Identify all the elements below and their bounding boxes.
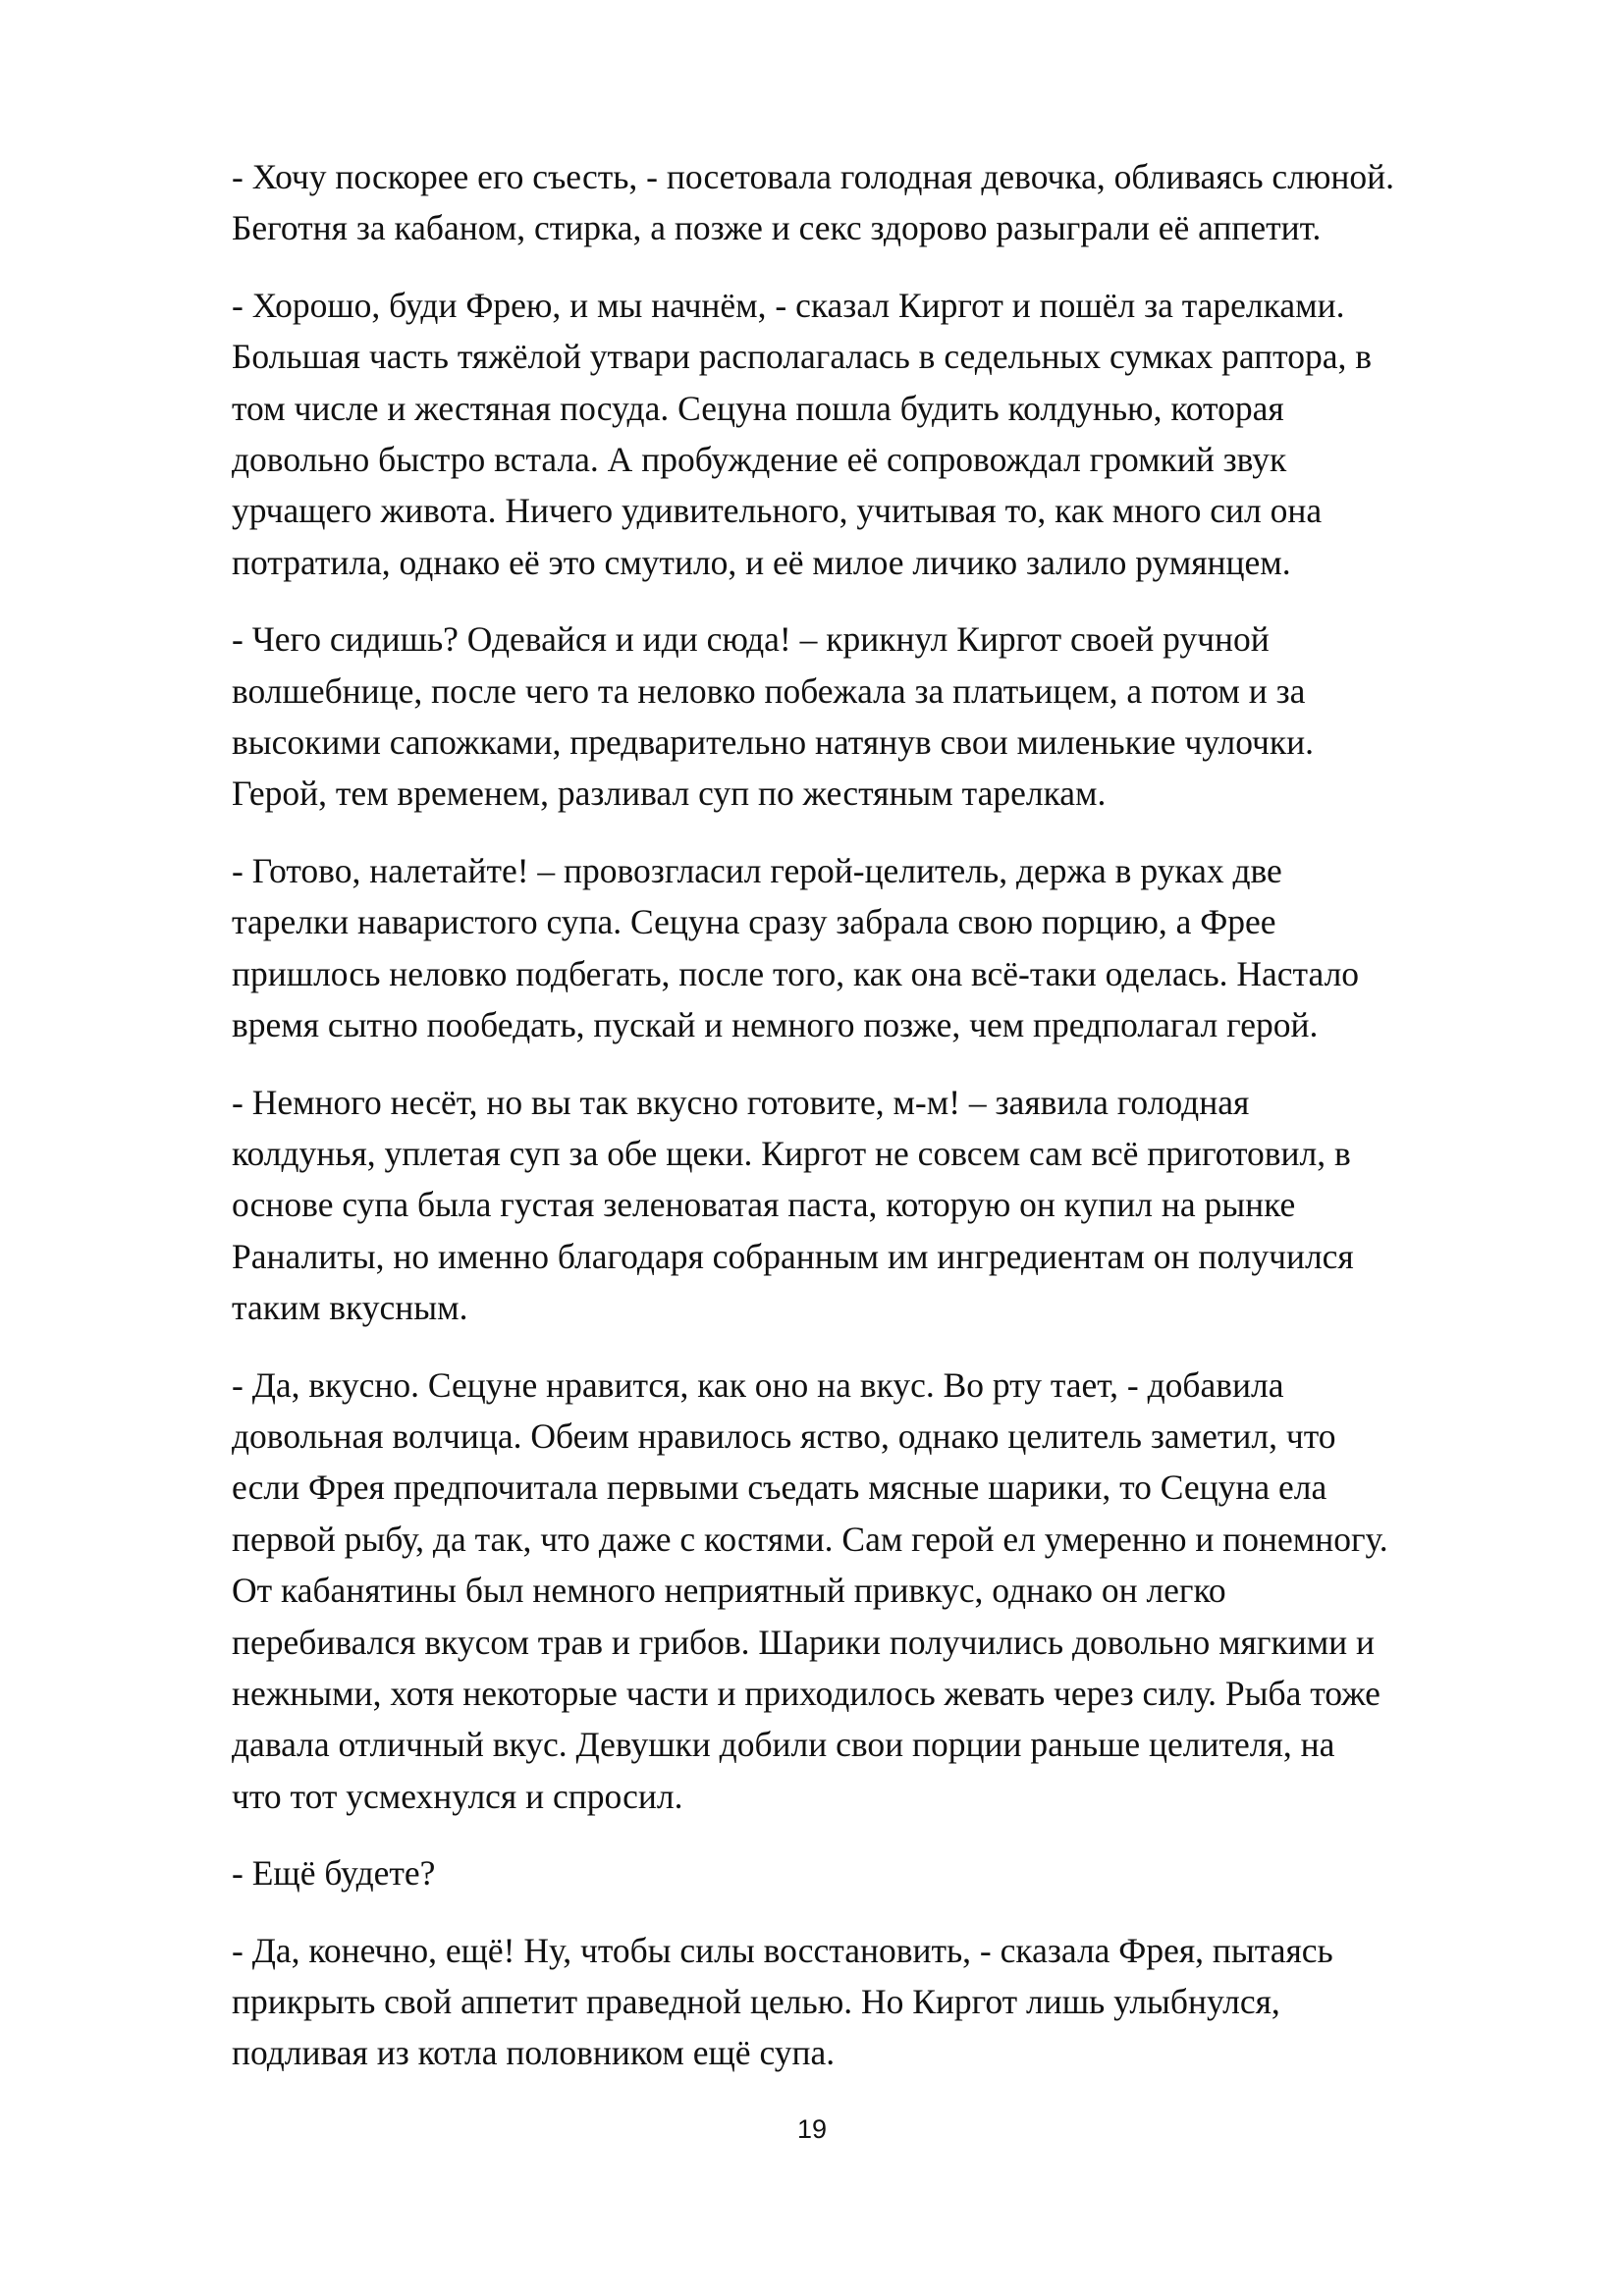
text-line: если Фрея предпочитала первыми съедать мясные шарики, то Сецуна ела [232, 1468, 1327, 1508]
text-line: волшебнице, после чего та неловко побежала за платьицем, а потом и за [232, 670, 1306, 711]
text-line: потратила, однако её это смутило, и её милое личико залило румянцем. [232, 542, 1291, 582]
text-line: давала отличный вкус. Девушки добили свои порции раньше целителя, на [232, 1725, 1335, 1765]
text-line: таким вкусным. [232, 1288, 468, 1328]
text-line: - Да, конечно, ещё! Ну, чтобы силы восстановить, - сказала Фрея, пытаясь [232, 1930, 1333, 1970]
text-line: - Да, вкусно. Сецуне нравится, как оно на вкус. Во рту тает, - добавила [232, 1364, 1284, 1405]
page-number: 19 [796, 2114, 828, 2144]
text-line: - Ещё будете? [232, 1853, 436, 1894]
text-line: пришлось неловко подбегать, после того, как она всё-таки оделась. Настало [232, 953, 1360, 993]
text-line: основе супа была густая зеленоватая паста, которую он купил на рынке [232, 1185, 1296, 1225]
text-line: Беготня за кабаном, стирка, а позже и секс здорово разыграли её аппетит. [232, 208, 1322, 248]
paragraph [232, 1360, 1547, 1823]
text-line: тарелки наваристого супа. Сецуна сразу забрала свою порцию, а Фрее [232, 902, 1276, 942]
text-line: том числе и жестяная посуда. Сецуна пошла будить колдунью, которая [232, 388, 1284, 428]
paragraph [232, 614, 1547, 820]
text-line: урчащего живота. Ничего удивительного, учитывая то, как много сил она [232, 491, 1323, 531]
text-line: нежными, хотя некоторые части и приходилось жевать через силу. Рыба тоже [232, 1673, 1380, 1713]
text-line: Большая часть тяжёлой утвари располагалась в седельных сумках раптора, в [232, 337, 1372, 377]
text-line: - Хорошо, буди Фрею, и мы начнём, - сказал Киргот и пошёл за тарелками. [232, 285, 1345, 325]
text-line: Раналиты, но именно благодаря собранным им ингредиентам он получился [232, 1236, 1354, 1276]
text-line: что тот усмехнулся и спросил. [232, 1776, 683, 1816]
paragraph [232, 280, 1547, 588]
text-line: подливая из котла половником ещё супа. [232, 2033, 836, 2073]
paragraph [232, 845, 1547, 1051]
text-line: перебивался вкусом трав и грибов. Шарики получились довольно мягкими и [232, 1622, 1376, 1662]
text-line: От кабанятины был немного неприятный привкус, однако он легко [232, 1571, 1226, 1611]
text-line: время сытно пообедать, пускай и немного позже, чем предполагал герой. [232, 1005, 1319, 1045]
text-line: - Чего сидишь? Одевайся и иди сюда! – крикнул Киргот своей ручной [232, 619, 1270, 660]
text-line: довольно быстро встала. А пробуждение её сопровождал громкий звук [232, 440, 1287, 480]
paragraph [232, 1847, 1547, 1898]
text-line: Герой, тем временем, разливал суп по жестяным тарелкам. [232, 774, 1107, 814]
text-line: - Готово, налетайте! – провозгласил герой-целитель, держа в руках две [232, 850, 1282, 890]
text-line: первой рыбу, да так, что даже с костями. Сам герой ел умеренно и понемногу. [232, 1519, 1388, 1559]
text-line: прикрыть свой аппетит праведной целью. Но Киргот лишь улыбнулся, [232, 1982, 1280, 2021]
paragraph [232, 1077, 1547, 1334]
text-line: довольная волчица. Обеим нравилось яство, однако целитель заметил, что [232, 1415, 1336, 1456]
text-line: колдунья, уплетая суп за обе щеки. Киргот не совсем сам всё приготовил, в [232, 1133, 1351, 1173]
text-line: - Немного несёт, но вы так вкусно готовите, м-м! – заявила голодная [232, 1082, 1250, 1122]
paragraph [232, 1925, 1547, 2079]
paragraph [232, 151, 1547, 254]
body-text [232, 151, 1547, 2105]
text-line: высокими сапожками, предварительно натянув свои миленькие чулочки. [232, 722, 1315, 763]
text-line: - Хочу поскорее его съесть, - посетовала голодная девочка, обливаясь слюной. [232, 157, 1395, 196]
